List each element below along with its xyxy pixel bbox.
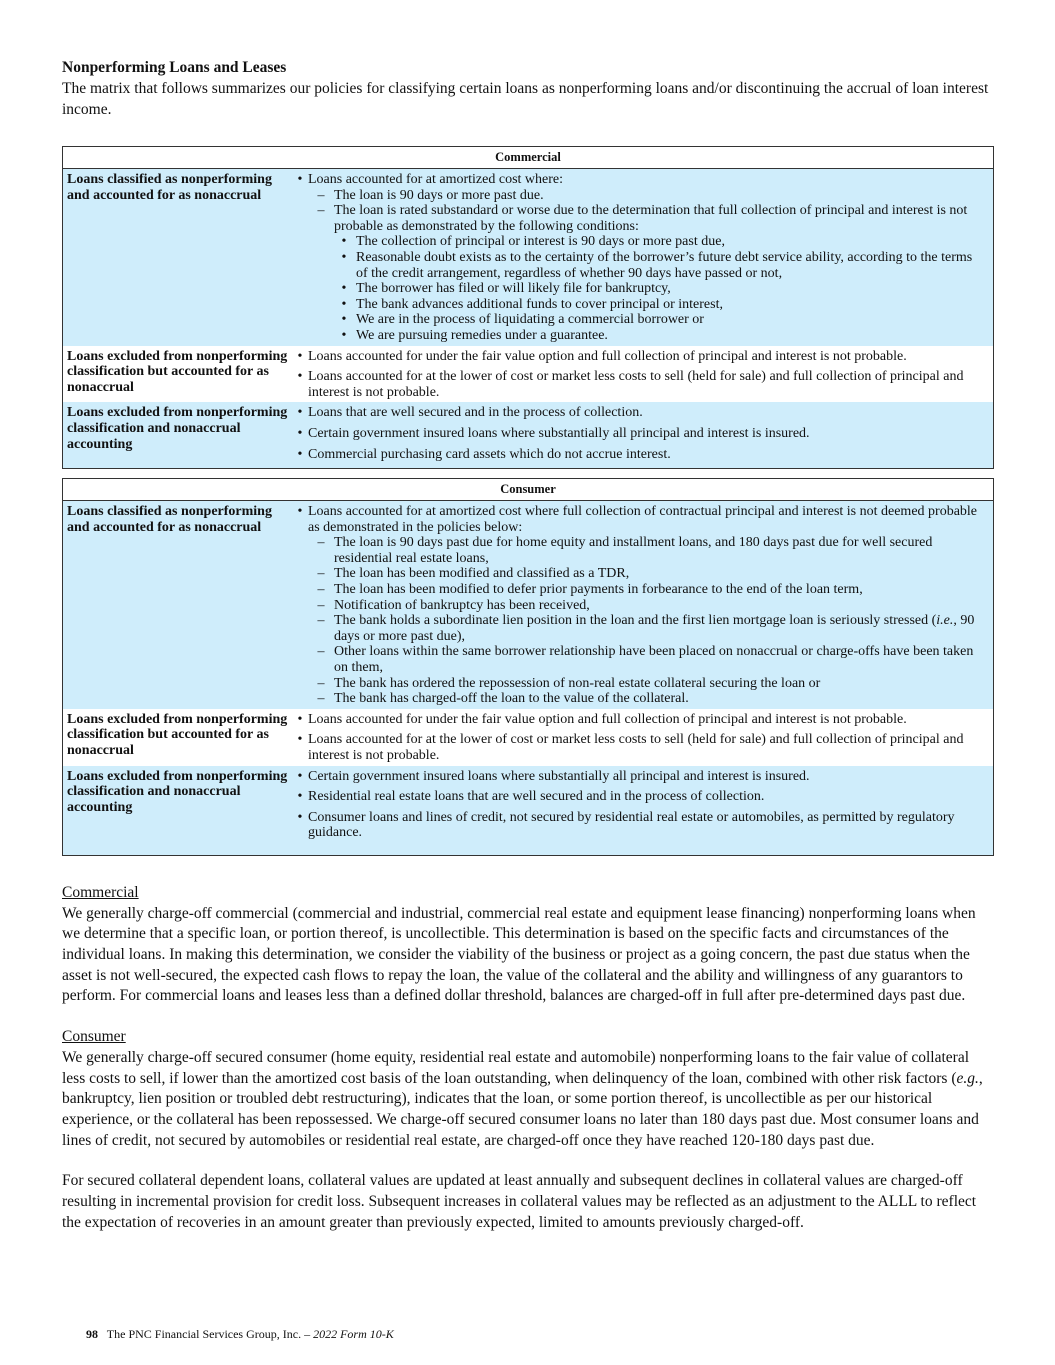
row-label: Loans excluded from nonperforming classification but accounted for as nonaccrual <box>67 348 288 395</box>
form-name: 2022 Form 10-K <box>313 1327 394 1341</box>
matrix-header: Consumer <box>63 479 993 501</box>
matrix-row <box>63 402 993 468</box>
dash-item: – The loan is rated substandard or worse due to the determination that full collection of principal and interest is not probable as demonstrated by the following conditions: <box>317 203 968 234</box>
row-label: Loans excluded from nonperforming classification and nonaccrual accounting <box>67 768 288 815</box>
section-title: Commercial <box>62 883 139 901</box>
sub-bullet-item: • Reasonable doubt exists as to the certainty of the borrower’s future debt service ability, according to the terms of the credit arrangement, regardless of whether 90 days have passed or not, <box>341 249 973 281</box>
bullet-item: • Certain government insured loans where substantially all principal and interest is insured. <box>297 768 810 784</box>
consumer-matrix <box>62 478 994 856</box>
commercial-matrix <box>62 146 994 469</box>
dash-item: – The bank holds a subordinate lien position in the loan and the first lien mortgage loan is seriously stressed (i.e., 90 days or more past due), <box>317 613 975 644</box>
matrix-row <box>63 169 993 346</box>
page-number: 98 <box>86 1327 98 1341</box>
bullet-item: • Loans accounted for at amortized cost where full collection of contractual principal and interest is not deemed probable as demonstrated in the policies below: <box>297 504 978 535</box>
row-content <box>292 501 993 709</box>
matrix-header: Commercial <box>63 147 993 169</box>
bullet-item: • Consumer loans and lines of credit, not secured by residential real estate or automobiles, as permitted by regulatory guidance. <box>297 809 955 841</box>
row-label: Loans classified as nonperforming and accounted for as nonaccrual <box>67 172 272 203</box>
bullet-item: • Commercial purchasing card assets which do not accrue interest. <box>297 446 671 462</box>
dash-item: – The bank has charged-off the loan to the value of the collateral. <box>317 691 689 707</box>
matrix-row <box>63 346 993 403</box>
sub-bullet-item: • We are in the process of liquidating a commercial borrower or <box>341 312 704 328</box>
bullet-item: • Loans accounted for at the lower of cost or market less costs to sell (held for sale) and full collection of principal and interest is not probable. <box>297 732 964 763</box>
bullet-item: • Loans accounted for at amortized cost where: <box>297 172 564 187</box>
row-content <box>292 346 993 403</box>
matrix-row <box>63 501 993 709</box>
sub-bullet-item: • The collection of principal or interest is 90 days or more past due, <box>341 234 725 250</box>
row-content <box>292 709 993 766</box>
collateral-paragraph: For secured collateral dependent loans, collateral values are updated at least annually and subsequent declines in collateral values are charged-off resulting in incremental provision for credit loss. Subsequent increases in collateral values may be reflected as an adjustment to the ALLL to reflect the expectation of recoveries in an amount greater than previously expected, limited to amounts previously charged-off. <box>62 1172 977 1231</box>
sub-bullet-item: • The bank advances additional funds to cover principal or interest, <box>341 296 723 312</box>
commercial-section <box>62 883 994 1007</box>
row-label: Loans excluded from nonperforming classification but accounted for as nonaccrual <box>67 711 288 758</box>
row-content <box>292 169 993 346</box>
dash-item: – Other loans within the same borrower relationship have been placed on nonaccrual or charge-offs have been taken on them, <box>317 644 974 676</box>
page-footer <box>86 1327 394 1342</box>
row-label: Loans excluded from nonperforming classification and nonaccrual accounting <box>67 405 288 452</box>
dash-item: – The bank has ordered the repossession of non-real estate collateral securing the loan or <box>317 675 821 691</box>
matrix-row <box>63 709 993 766</box>
intro-paragraph: The matrix that follows summarizes our policies for classifying certain loans as nonperforming loans and/or discontinuing the accrual of loan interest income. <box>62 80 989 118</box>
bullet-item: • Residential real estate loans that are well secured and in the process of collection. <box>297 789 765 805</box>
bullet-item: • Loans accounted for under the fair value option and full collection of principal and interest is not probable. <box>297 348 907 364</box>
sub-bullet-item: • We are pursuing remedies under a guarantee. <box>341 327 608 343</box>
bullet-item: • Loans that are well secured and in the process of collection. <box>297 405 643 421</box>
section-heading: Nonperforming Loans and Leases <box>62 59 287 76</box>
bullet-item: • Loans accounted for at the lower of cost or market less costs to sell (held for sale) and full collection of principal and interest is not probable. <box>297 369 964 400</box>
dash-item: – The loan has been modified and classified as a TDR, <box>317 566 630 582</box>
dash-item: – The loan has been modified to defer prior payments in forbearance to the end of the loan term, <box>317 582 863 598</box>
bullet-item: • Loans accounted for under the fair value option and full collection of principal and interest is not probable. <box>297 711 907 727</box>
company-name: The PNC Financial Services Group, Inc. – <box>106 1327 311 1341</box>
row-content <box>292 766 993 855</box>
section-body: We generally charge-off commercial (commercial and industrial, commercial real estate and equipment lease financing) nonperforming loans when we determine that a specific loan, or portion thereof, is uncollectible. This determination is based on the specific facts and circumstances of the individual loans. In making this determination, we consider the viability of the business or project as a going concern, the past due status when the asset is not well-secured, the expected cash flows to repay the loan, the value of the collateral and the ability and willingness of any guarantors to perform. For commercial loans and leases less than a defined dollar threshold, balances are charged-off in full after pre-determined days past due. <box>62 904 976 1005</box>
row-label: Loans classified as nonperforming and accounted for as nonaccrual <box>67 504 272 535</box>
section-title: Consumer <box>62 1028 126 1046</box>
dash-item: – The loan is 90 days past due for home equity and installment loans, and 180 days past due for well secured residential real estate loans, <box>317 535 933 566</box>
page <box>62 58 994 1234</box>
matrix-row <box>63 766 993 855</box>
dash-item: – The loan is 90 days or more past due. <box>317 187 544 203</box>
dash-item: – Notification of bankruptcy has been received, <box>317 597 590 613</box>
consumer-section <box>62 1027 994 1151</box>
sub-bullet-item: • The borrower has filed or will likely file for bankruptcy, <box>341 281 671 297</box>
bullet-item: • Certain government insured loans where substantially all principal and interest is insured. <box>297 425 810 441</box>
section-body: We generally charge-off secured consumer (home equity, residential real estate and automobile) nonperforming loans to the fair value of collateral less costs to sell, if lower than the amortized cost basis of the loan outstanding, when delinquency of the loan, combined with other risk factors (e.g., bankruptcy, lien position or troubled debt restructuring), indicates that the loan, or some portion thereof, is uncollectible as per our historical experience, or the collateral has been repossessed. We charge-off secured consumer loans no later than 180 days past due. Most consumer loans and lines of credit, not secured by automobiles or residential real estate, are charged-off once they have reached 120-180 days past due. <box>62 1048 983 1149</box>
row-content <box>292 402 993 468</box>
